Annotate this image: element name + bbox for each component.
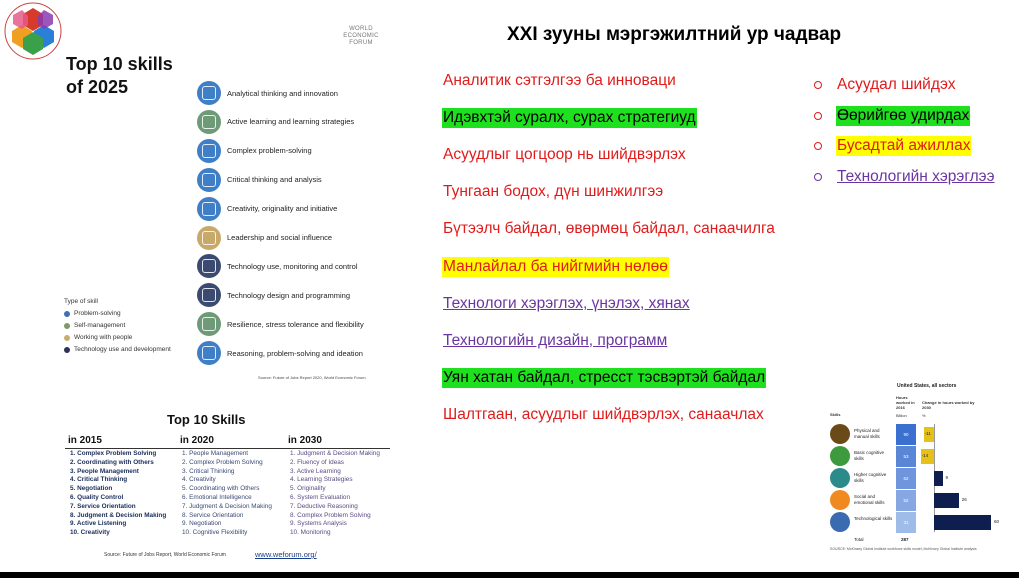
wef-skill-row bbox=[197, 311, 364, 337]
column-2020 bbox=[182, 450, 272, 538]
chart-category-label: Social and emotional skills bbox=[854, 494, 885, 505]
legend-dot-icon bbox=[64, 311, 70, 317]
mn-skill-item: Манлайлал ба нийгмийн нөлөө bbox=[443, 257, 668, 275]
top10-table-title: Top 10 Skills bbox=[167, 412, 246, 427]
column-2015 bbox=[70, 450, 166, 538]
wef-source: Source: Future of Jobs Report 2020, World Economic Forum bbox=[258, 375, 366, 380]
top10-skill-item: 4. Creativity bbox=[182, 476, 216, 484]
top10-skill-item: 4. Critical Thinking bbox=[70, 476, 128, 484]
chart-hours-cell: 90 bbox=[896, 424, 916, 445]
chart-title: United States, all sectors bbox=[897, 383, 957, 389]
mn-skill-item: Уян хатан байдал, стресст тэсвэртэй байдал bbox=[443, 368, 766, 386]
legend-label: Problem-solving bbox=[74, 310, 121, 317]
top10-skill-item: 3. Active Learning bbox=[290, 467, 341, 475]
legend-item bbox=[64, 322, 171, 329]
chart-change-bar bbox=[934, 493, 959, 508]
top10-skill-item: 7. Judgment & Decision Making bbox=[182, 502, 272, 510]
top10-skill-item: 9. Active Listening bbox=[70, 520, 127, 528]
chart-header-hours-unit: Billion bbox=[896, 413, 907, 418]
legend-label: Working with people bbox=[74, 334, 133, 341]
skill-category-icon bbox=[830, 468, 850, 488]
skill-icon bbox=[197, 168, 221, 192]
wef-skill-row bbox=[197, 138, 312, 164]
skill-icon bbox=[197, 81, 221, 105]
legend-dot-icon bbox=[64, 323, 70, 329]
chart-category-label: Technological skills bbox=[854, 516, 893, 521]
mn-skill-item: Аналитик сэтгэлгээ ба инноваци bbox=[443, 72, 676, 89]
wef-skill-label: Technology design and programming bbox=[227, 290, 350, 300]
chart-hours-cell: 53 bbox=[896, 446, 916, 467]
wef-skill-label: Critical thinking and analysis bbox=[227, 175, 322, 185]
top10-skill-item: 6. Quality Control bbox=[70, 493, 124, 501]
wef-skill-row bbox=[197, 282, 350, 308]
top10-skill-item: 9. Negotiation bbox=[182, 520, 222, 528]
chart-source: SOURCE: McKinsey Global Institute workforce skills model; McKinsey Global Institute analysis bbox=[830, 547, 977, 551]
wef-skill-label: Resilience, stress tolerance and flexibility bbox=[227, 319, 364, 329]
top10-skill-item: 7. Service Orientation bbox=[70, 502, 136, 510]
mn-skill-item: Технологийн дизайн, программ bbox=[443, 331, 668, 349]
year-2015: in 2015 bbox=[68, 435, 102, 446]
skill-icon bbox=[197, 226, 221, 250]
year-2030: in 2030 bbox=[288, 435, 322, 446]
mn-skill-item: Шалтгаан, асуудлыг шийдвэрлэх, санаачлах bbox=[443, 405, 764, 423]
chart-header-skills: Skills bbox=[830, 412, 841, 417]
top10-skill-item: 4. Learning Strategies bbox=[290, 476, 353, 484]
skill-icon bbox=[197, 139, 221, 163]
circle-bullet-icon bbox=[814, 173, 822, 181]
chart-change-bar bbox=[934, 515, 991, 530]
top10-skill-item: 1. Complex Problem Solving bbox=[70, 450, 157, 457]
mn-skill-item: Технологи хэрэглэх, үнэлэх, хянах bbox=[443, 294, 690, 312]
mn-skill-item: Бүтээлч байдал, өвөрмөц байдал, санаачилга bbox=[443, 220, 775, 238]
legend-dot-icon bbox=[64, 347, 70, 353]
wef-skill-label: Analytical thinking and innovation bbox=[227, 88, 338, 98]
top10-skill-item: 6. System Evaluation bbox=[290, 493, 351, 501]
skill-category-item bbox=[814, 75, 957, 95]
top10-skill-item: 3. People Management bbox=[70, 467, 139, 475]
top10-skill-item: 1. People Management bbox=[182, 450, 249, 457]
legend-item bbox=[64, 334, 171, 341]
chart-change-value: -11 bbox=[924, 431, 931, 436]
bottom-bar bbox=[0, 572, 1019, 578]
top10-skill-item: 3. Critical Thinking bbox=[182, 467, 235, 475]
chart-header-change-unit: % bbox=[922, 413, 926, 418]
legend-label: Self-management bbox=[74, 322, 126, 329]
wef-skill-label: Active learning and learning strategies bbox=[227, 117, 355, 127]
chart-category-label: Basic cognitive skills bbox=[854, 450, 885, 461]
chart-category-label: Higher cognitive skills bbox=[854, 472, 887, 483]
top10-skill-item: 2. Complex Problem Solving bbox=[182, 458, 263, 466]
chart-change-value: 60 bbox=[994, 519, 1000, 524]
wef-skill-row bbox=[197, 167, 322, 193]
chart-hours-cell: 62 bbox=[896, 468, 916, 489]
wef-skill-label: Reasoning, problem-solving and ideation bbox=[227, 348, 363, 358]
chart-category-label: Physical and manual skills bbox=[854, 428, 880, 439]
top10-skill-item: 5. Negotiation bbox=[70, 485, 113, 493]
legend-dot-icon bbox=[64, 335, 70, 341]
chart-hours-cell: 31 bbox=[896, 512, 916, 533]
top10-skill-item: 7. Deductive Reasoning bbox=[290, 502, 358, 510]
skill-category-label: Асуудал шийдэх bbox=[837, 76, 956, 93]
weforum-link[interactable]: www.weforum.org/ bbox=[255, 550, 317, 559]
hours-change-chart bbox=[826, 382, 1016, 557]
top10-skill-item: 10. Cognitive Flexibility bbox=[182, 529, 248, 537]
wef-top10-title: Top 10 skills of 2025 bbox=[66, 54, 173, 97]
wef-logo: WORLD ECONOMIC FORUM bbox=[343, 26, 379, 46]
chart-total-label: Total bbox=[854, 537, 864, 542]
skill-category-item bbox=[814, 167, 996, 187]
wef-skill-row bbox=[197, 80, 338, 106]
chart-change-value: 9 bbox=[945, 475, 949, 480]
legend-item bbox=[64, 310, 171, 317]
chart-change-value: -14 bbox=[921, 453, 929, 458]
mn-skill-item: Тунгаан бодох, дүн шинжилгээ bbox=[443, 183, 664, 201]
divider bbox=[65, 448, 390, 449]
legend-label: Technology use and development bbox=[74, 346, 171, 353]
chart-change-bar bbox=[934, 471, 943, 486]
top10-skill-item: 5. Coordinating with Others bbox=[182, 485, 260, 493]
top10-skill-item: 6. Emotional Intelligence bbox=[182, 493, 252, 501]
top10-skill-item: 8. Judgment & Decision Making bbox=[70, 511, 167, 519]
skill-category-label: Технологийн хэрэглээ bbox=[837, 167, 995, 185]
skill-category-icon bbox=[830, 424, 850, 444]
wef-skill-row bbox=[197, 109, 354, 135]
skill-icon bbox=[197, 254, 221, 278]
top10-skill-item: 10. Monitoring bbox=[290, 529, 331, 537]
chart-hours-cell: 52 bbox=[896, 490, 916, 511]
chart-total-value: 287 bbox=[901, 537, 909, 542]
top10-skills-table bbox=[60, 409, 393, 565]
top10-skill-item: 5. Originality bbox=[290, 485, 326, 493]
circle-bullet-icon bbox=[814, 142, 822, 150]
mn-skill-item: Асуудлыг цогцоор нь шийдвэрлэх bbox=[443, 146, 686, 164]
university-logo-icon bbox=[3, 2, 63, 60]
top10-source: Source: Future of Jobs Report, World Economic Forum bbox=[104, 552, 226, 558]
year-2020: in 2020 bbox=[180, 435, 214, 446]
wef-skill-label: Creativity, originality and initiative bbox=[227, 204, 338, 214]
top10-skill-item: 8. Service Orientation bbox=[182, 511, 244, 519]
skill-category-item bbox=[814, 136, 971, 156]
skill-icon bbox=[197, 110, 221, 134]
skill-category-label: Бусадтай ажиллах bbox=[837, 137, 971, 154]
wef-skill-label: Technology use, monitoring and control bbox=[227, 261, 358, 271]
wef-skill-row bbox=[197, 340, 363, 366]
skill-category-item bbox=[814, 106, 970, 126]
wef-skill-label: Complex problem-solving bbox=[227, 146, 312, 156]
skill-icon bbox=[197, 312, 221, 336]
circle-bullet-icon bbox=[814, 81, 822, 89]
circle-bullet-icon bbox=[814, 112, 822, 120]
wef-skill-label: Leadership and social influence bbox=[227, 233, 333, 242]
skill-category-icon bbox=[830, 490, 850, 510]
chart-header-hours: Hours worked in 2016 bbox=[896, 395, 915, 410]
chart-change-value: 26 bbox=[961, 497, 967, 502]
column-2030 bbox=[290, 450, 380, 538]
skill-icon bbox=[197, 283, 221, 307]
top10-skill-item: 1. Judgment & Decision Making bbox=[290, 450, 380, 457]
mn-skill-item: Идэвхтэй суралх, сурах стратегиуд bbox=[443, 109, 696, 127]
skill-icon bbox=[197, 197, 221, 221]
top10-skill-item: 2. Fluency of Ideas bbox=[290, 458, 344, 466]
skill-category-icon bbox=[830, 512, 850, 532]
chart-header-change: Change in hours worked by 2030 bbox=[922, 400, 975, 410]
legend-item bbox=[64, 346, 171, 353]
top10-skill-item: 10. Creativity bbox=[70, 529, 110, 537]
top10-skill-item: 9. Systems Analysis bbox=[290, 520, 347, 528]
top10-skill-item: 2. Coordinating with Others bbox=[70, 458, 154, 466]
page-title: XXI зууны мэргэжилтний ур чадвар bbox=[507, 24, 842, 45]
wef-skill-row bbox=[197, 225, 332, 251]
top10-skill-item: 8. Complex Problem Solving bbox=[290, 511, 371, 519]
skill-type-legend: Type of skill Problem-solving Self-management Working with people Technology use and development bbox=[64, 298, 171, 353]
skill-category-icon bbox=[830, 446, 850, 466]
skill-category-label: Өөрийгөө удирдах bbox=[837, 106, 970, 124]
wef-skill-row bbox=[197, 196, 337, 222]
wef-skill-row bbox=[197, 253, 358, 279]
skill-icon bbox=[197, 341, 221, 365]
